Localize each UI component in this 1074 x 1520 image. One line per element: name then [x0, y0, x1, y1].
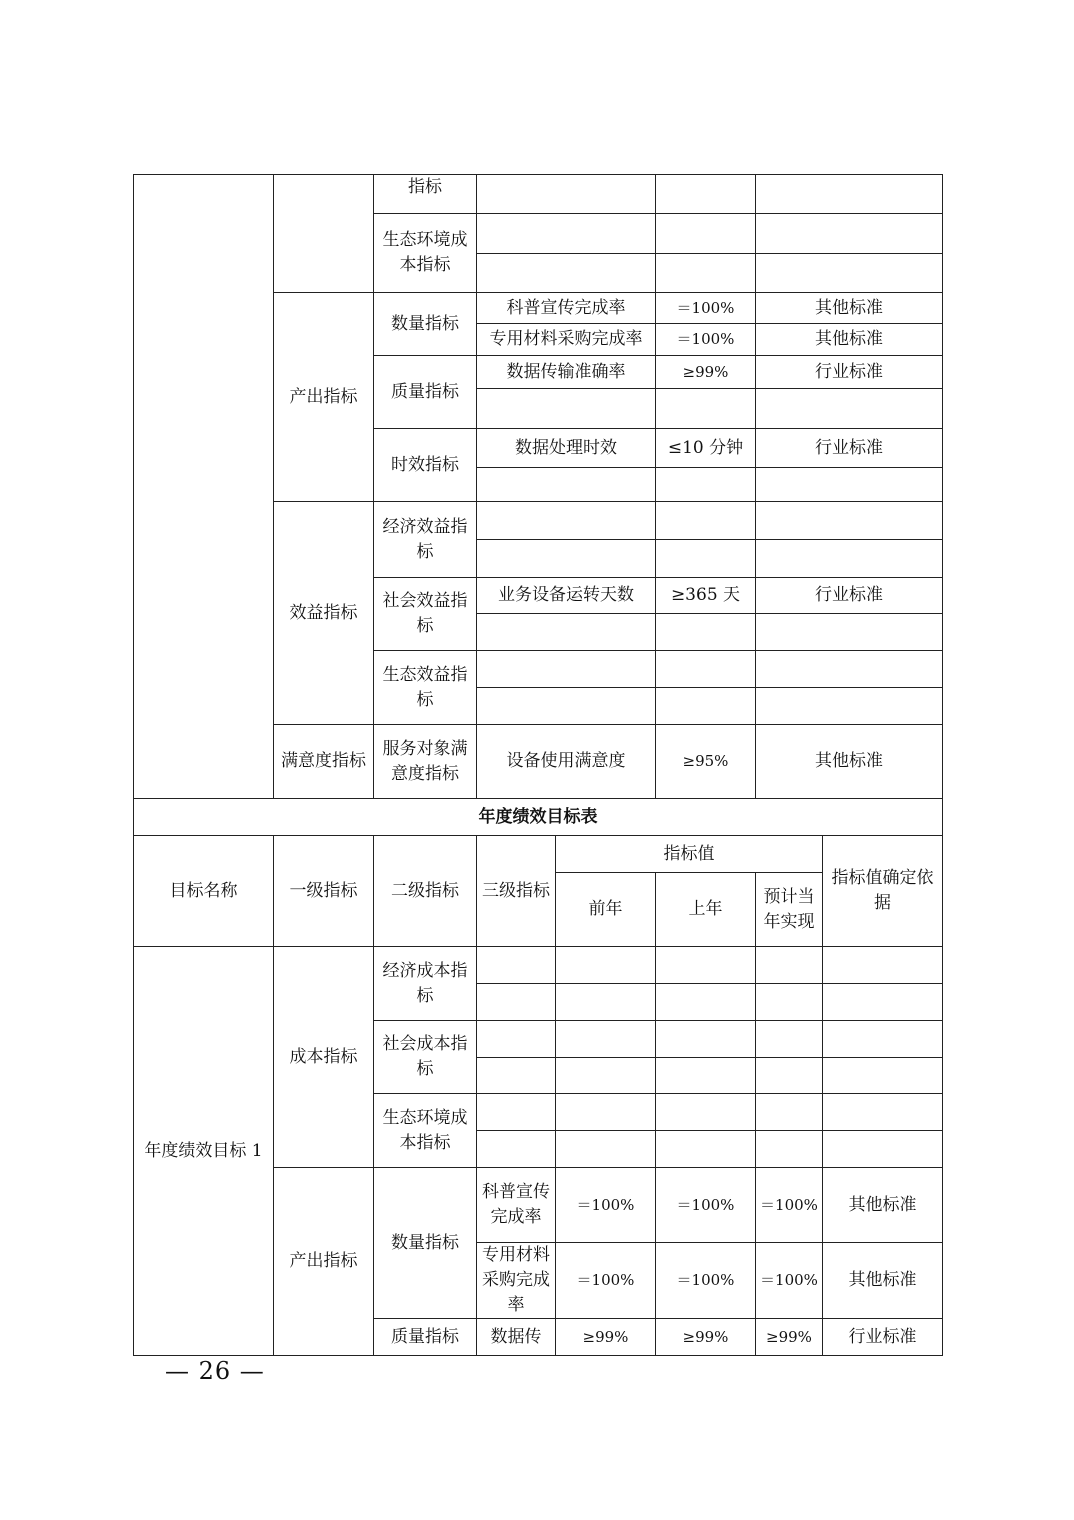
cell — [756, 502, 943, 540]
indicator-table-top — [133, 174, 943, 799]
level1-output: 产出指标 — [274, 293, 374, 502]
cell — [556, 947, 656, 984]
indicator-basis: 行业标准 — [756, 429, 943, 468]
cell — [756, 175, 943, 214]
cell — [656, 254, 756, 293]
level2-quality: 质量指标 — [374, 1319, 477, 1356]
value-last: ＝100% — [656, 1168, 756, 1243]
indicator-basis: 其他标准 — [756, 293, 943, 324]
indicator-basis: 行业标准 — [756, 356, 943, 389]
cell — [756, 688, 943, 725]
value-prev: ＝100% — [556, 1243, 656, 1319]
cell — [756, 468, 943, 502]
cell — [477, 254, 656, 293]
header-goal-name: 目标名称 — [134, 836, 274, 947]
cell — [556, 1058, 656, 1094]
cell — [477, 214, 656, 254]
goal-name: 年度绩效目标 1 — [134, 947, 274, 1356]
cell — [556, 1021, 656, 1058]
value-expected: ＝100% — [756, 1168, 823, 1243]
level2-social-cost: 社会成本指标 — [374, 1021, 477, 1094]
value-prev: ≥99% — [556, 1319, 656, 1356]
cell — [656, 651, 756, 688]
level2-ecology-cost: 生态环境成本指标 — [374, 1094, 477, 1168]
indicator-basis: 其他标准 — [756, 324, 943, 356]
cell — [477, 502, 656, 540]
indicator-name: 数据处理时效 — [477, 429, 656, 468]
header-level3: 三级指标 — [477, 836, 556, 947]
level1-benefit: 效益指标 — [274, 502, 374, 725]
cell — [556, 1131, 656, 1168]
level1-cost-cont — [274, 175, 374, 293]
cell — [556, 1094, 656, 1131]
cell — [656, 1131, 756, 1168]
indicator-name: 设备使用满意度 — [477, 725, 656, 799]
cell — [477, 651, 656, 688]
cell — [756, 254, 943, 293]
indicator-basis: 其他标准 — [823, 1168, 943, 1243]
header-prev-year: 前年 — [556, 873, 656, 947]
indicator-value: ≥95% — [656, 725, 756, 799]
value-last: ≥99% — [656, 1319, 756, 1356]
indicator-name: 专用材料采购完成率 — [477, 324, 656, 356]
cell — [756, 947, 823, 984]
indicator-basis: 行业标准 — [823, 1319, 943, 1356]
indicator-basis: 其他标准 — [823, 1243, 943, 1319]
cell — [556, 984, 656, 1021]
value-prev: ＝100% — [556, 1168, 656, 1243]
level1-satisfaction: 满意度指标 — [274, 725, 374, 799]
page-number: — 26 — — [165, 1357, 265, 1385]
cell — [823, 1094, 943, 1131]
cell — [656, 1094, 756, 1131]
cell — [656, 214, 756, 254]
level2-ecological: 生态效益指标 — [374, 651, 477, 725]
cell — [477, 540, 656, 578]
cell — [656, 688, 756, 725]
level2-quantity: 数量指标 — [374, 1168, 477, 1319]
cell — [656, 389, 756, 429]
cell — [656, 614, 756, 651]
cell — [756, 540, 943, 578]
header-basis: 指标值确定依据 — [823, 836, 943, 947]
cell — [656, 502, 756, 540]
header-value: 指标值 — [556, 836, 823, 873]
cell — [477, 614, 656, 651]
cell — [477, 1021, 556, 1058]
indicator-basis: 其他标准 — [756, 725, 943, 799]
level1-cost: 成本指标 — [274, 947, 374, 1168]
cell — [477, 1094, 556, 1131]
level2-economic-cost: 经济成本指标 — [374, 947, 477, 1021]
cell — [656, 947, 756, 984]
cell — [823, 984, 943, 1021]
cell — [756, 651, 943, 688]
level2-timeliness: 时效指标 — [374, 429, 477, 502]
indicator-value: ≥365 天 — [656, 578, 756, 614]
cell — [477, 1058, 556, 1094]
cell — [823, 1058, 943, 1094]
cell — [756, 1021, 823, 1058]
value-last: ＝100% — [656, 1243, 756, 1319]
indicator-name: 数据传 — [477, 1319, 556, 1356]
level2-ecology-cost: 生态环境成本指标 — [374, 214, 477, 293]
cell — [656, 984, 756, 1021]
cell — [656, 540, 756, 578]
cell — [477, 175, 656, 214]
value-expected: ≥99% — [756, 1319, 823, 1356]
level2-quantity: 数量指标 — [374, 293, 477, 356]
cell — [823, 947, 943, 984]
cell — [756, 984, 823, 1021]
value-expected: ＝100% — [756, 1243, 823, 1319]
cell — [477, 1131, 556, 1168]
cell — [656, 175, 756, 214]
cell — [477, 389, 656, 429]
cell — [656, 1021, 756, 1058]
cell — [823, 1021, 943, 1058]
indicator-name: 数据传输准确率 — [477, 356, 656, 389]
goal-cell — [134, 175, 274, 799]
cell — [477, 688, 656, 725]
level1-output: 产出指标 — [274, 1168, 374, 1356]
cell — [756, 614, 943, 651]
header-level2: 二级指标 — [374, 836, 477, 947]
indicator-value: ＝100% — [656, 324, 756, 356]
level2-social: 社会效益指标 — [374, 578, 477, 651]
indicator-value: ≥99% — [656, 356, 756, 389]
cell — [756, 214, 943, 254]
cell — [477, 468, 656, 502]
indicator-name: 专用材料采购完成率 — [477, 1243, 556, 1319]
header-expected: 预计当年实现 — [756, 873, 823, 947]
cell — [756, 1131, 823, 1168]
table-title: 年度绩效目标表 — [134, 799, 943, 836]
level2-economic: 经济效益指标 — [374, 502, 477, 578]
cell — [756, 1094, 823, 1131]
indicator-basis: 行业标准 — [756, 578, 943, 614]
header-last-year: 上年 — [656, 873, 756, 947]
level2-service: 服务对象满意度指标 — [374, 725, 477, 799]
header-level1: 一级指标 — [274, 836, 374, 947]
cell — [756, 389, 943, 429]
cell — [477, 984, 556, 1021]
indicator-name: 科普宣传完成率 — [477, 1168, 556, 1243]
cell — [656, 468, 756, 502]
level2-cont: 指标 — [374, 175, 477, 214]
indicator-value: ＝100% — [656, 293, 756, 324]
annual-goal-table — [133, 798, 943, 1356]
cell — [756, 1058, 823, 1094]
indicator-name: 科普宣传完成率 — [477, 293, 656, 324]
cell — [656, 1058, 756, 1094]
indicator-name: 业务设备运转天数 — [477, 578, 656, 614]
cell — [823, 1131, 943, 1168]
cell — [477, 947, 556, 984]
level2-quality: 质量指标 — [374, 356, 477, 429]
indicator-value: ≤10 分钟 — [656, 429, 756, 468]
